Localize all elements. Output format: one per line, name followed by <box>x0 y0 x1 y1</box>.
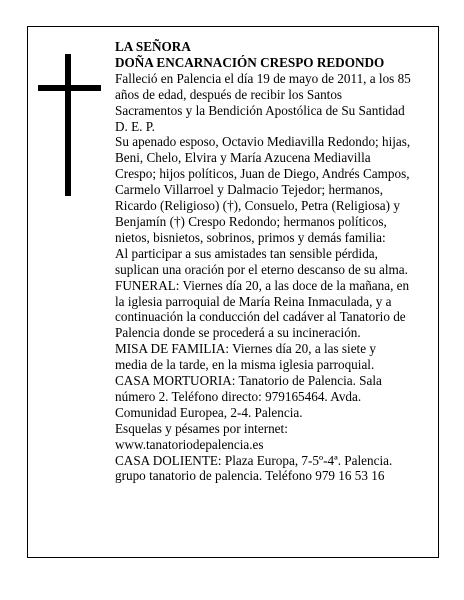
body-line: Ricardo (Religioso) (†), Consuelo, Petra (Religiosa) y <box>115 198 400 214</box>
body-line: MISA DE FAMILIA: Viernes día 20, a las siete y <box>115 341 376 357</box>
latin-cross-icon-bar <box>38 85 101 91</box>
body-line: Palencia donde se procederá a su incineración. <box>115 325 361 341</box>
body-line: FUNERAL: Viernes día 20, a las doce de la mañana, en <box>115 277 410 293</box>
body-line: Esquelas y pésames por internet: <box>115 420 288 436</box>
body-line: Benjamín (†) Crespo Redondo; hermanos políticos, <box>115 213 387 229</box>
body-line: D. E. P. <box>115 118 155 134</box>
body-line: Beni, Chelo, Elvira y María Azucena Mediavilla <box>115 150 371 166</box>
body-line: suplican una oración por el eterno descanso de su alma. <box>115 261 408 277</box>
body-line: Crespo; hijos políticos, Juan de Diego, Andrés Campos, <box>115 166 410 182</box>
latin-cross-icon <box>65 54 71 196</box>
deceased-name: DOÑA ENCARNACIÓN CRESPO REDONDO <box>115 54 385 70</box>
body-line: número 2. Teléfono directo: 979165464. Avda. <box>115 388 362 404</box>
body-line: Sacramentos y la Bendición Apostólica de Su Santidad <box>115 102 405 118</box>
website-link[interactable]: www.tanatoriodepalencia.es <box>115 436 264 452</box>
body-line: CASA DOLIENTE: Plaza Europa, 7-5º-4ª. Palencia. <box>115 452 393 468</box>
body-line: años de edad, después de recibir los Santos <box>115 86 343 102</box>
body-line: la iglesia parroquial de María Reina Inmaculada, y a <box>115 293 392 309</box>
body-line: Falleció en Palencia el día 19 de mayo de 2011, a los 85 <box>115 70 411 86</box>
body-line: Comunidad Europea, 2-4. Palencia. <box>115 404 303 420</box>
heading: LA SEÑORA <box>115 39 191 54</box>
body-line: media de la tarde, en la misma iglesia parroquial. <box>115 357 375 373</box>
obituary-text <box>115 39 440 484</box>
body-line: Su apenado esposo, Octavio Mediavilla Redondo; hijas, <box>115 134 411 150</box>
body-line: nietos, bisnietos, sobrinos, primos y demás familia: <box>115 229 386 245</box>
body-line: grupo tanatorio de palencia. Teléfono 979 16 53 16 <box>115 468 385 484</box>
body-line: continuación la conducción del cadáver al Tanatorio de <box>115 309 406 325</box>
body-line: Al participar a sus amistades tan sensible pérdida, <box>115 245 378 261</box>
body-line: Carmelo Villarroel y Dalmacio Tejedor; hermanos, <box>115 182 384 198</box>
body-line: CASA MORTUORIA: Tanatorio de Palencia. Sala <box>115 373 382 389</box>
